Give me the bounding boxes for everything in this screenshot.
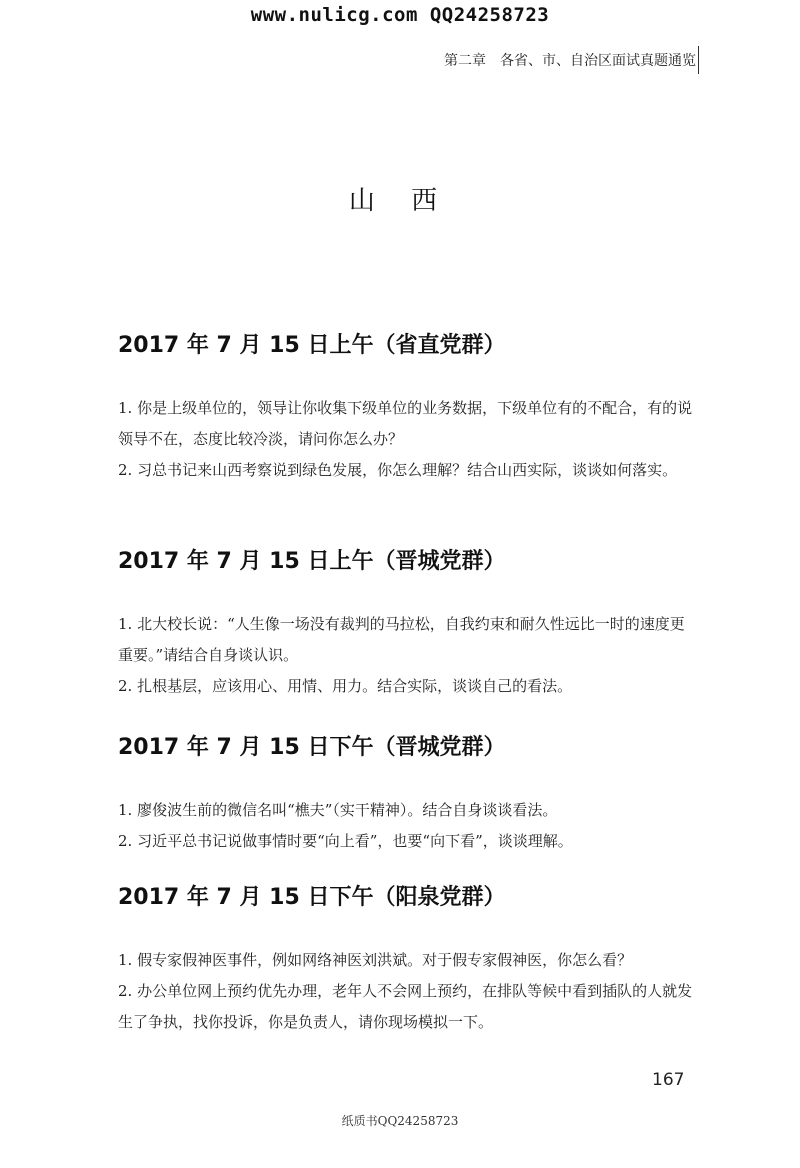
page-number: 167	[652, 1070, 685, 1090]
question-item: 1. 北大校长说：“人生像一场没有裁判的马拉松，自我约束和耐久性远比一时的速度更重要。”请结合自身谈认识。	[118, 615, 685, 664]
section-1	[118, 328, 698, 486]
section-3	[118, 730, 698, 857]
watermark-top: www.nulicg.com QQ24258723	[250, 4, 550, 26]
section-heading: 2017 年 7 月 15 日上午（晋城党群）	[118, 549, 506, 574]
section-heading: 2017 年 7 月 15 日上午（省直党群）	[118, 333, 506, 358]
running-header: 第二章 各省、市、自治区面试真题通览	[444, 53, 696, 69]
question-item: 2. 办公单位网上预约优先办理，老年人不会网上预约，在排队等候中看到插队的人就发生了争执，找你投诉，你是负责人，请你现场模拟一下。	[118, 982, 693, 1031]
section-heading: 2017 年 7 月 15 日下午（阳泉党群）	[118, 885, 506, 910]
question-item: 1. 假专家假神医事件，例如网络神医刘洪斌。对于假专家假神医，你怎么看？	[118, 951, 633, 969]
header-rule	[698, 46, 699, 74]
section-2	[118, 544, 698, 702]
page-title: 山 西	[348, 186, 452, 216]
question-item: 2. 习总书记来山西考察说到绿色发展，你怎么理解？结合山西实际，谈谈如何落实。	[118, 461, 678, 479]
section-4	[118, 880, 698, 1038]
question-item: 2. 习近平总书记说做事情时要“向上看”，也要“向下看”，谈谈理解。	[118, 832, 573, 850]
watermark-bottom: 纸质书QQ24258723	[341, 1114, 459, 1128]
question-item: 1. 你是上级单位的，领导让你收集下级单位的业务数据，下级单位有的不配合，有的说领导不在，态度比较冷淡，请问你怎么办？	[118, 399, 693, 448]
question-item: 2. 扎根基层，应该用心、用情、用力。结合实际，谈谈自己的看法。	[118, 677, 573, 695]
question-item: 1. 廖俊波生前的微信名叫“樵夫”（实干精神）。结合自身谈谈看法。	[118, 801, 558, 819]
section-heading: 2017 年 7 月 15 日下午（晋城党群）	[118, 735, 506, 760]
